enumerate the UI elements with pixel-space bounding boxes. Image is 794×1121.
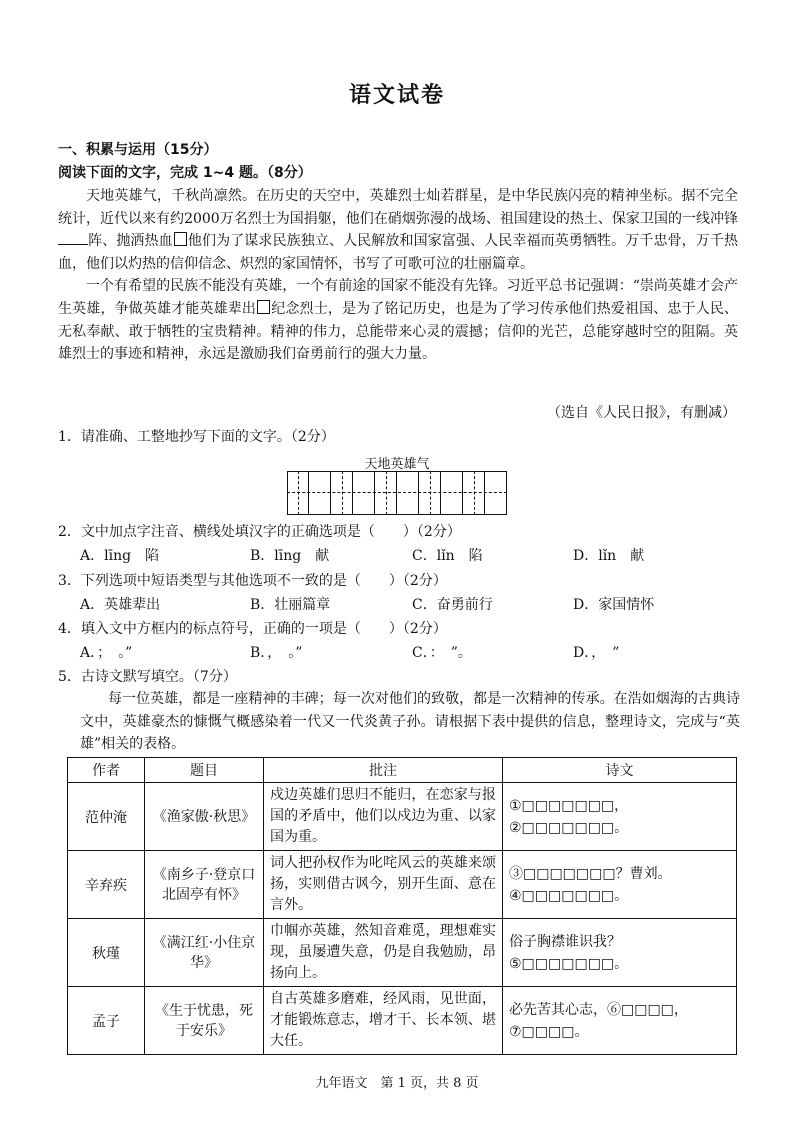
header-poem: 诗文	[503, 758, 737, 783]
poem-cell[interactable]	[503, 851, 737, 919]
reading-instruction: 阅读下面的文字，完成 1~4 题。（8分）	[58, 165, 312, 181]
copy-text: 天地英雄气	[364, 457, 430, 472]
note-cell: 巾帼亦英雄，然知音难觅，理想难实现，虽屡遭失意，仍是自我勉励，昂扬向上。	[264, 919, 503, 987]
grid-dash	[386, 471, 387, 515]
poem-table	[67, 757, 737, 1055]
question-5-intro	[80, 688, 740, 756]
option-b[interactable]: B．， 。”	[250, 645, 303, 661]
page-footer: 九年语文 第 1 页，共 8 页	[315, 1076, 479, 1091]
question-5: 5．古诗文默写填空。（7分）	[58, 669, 237, 685]
note-cell: 戍边英雄们思归不能归，在恋家与报国的矛盾中，他们以戍边为重、以家国为重。	[264, 783, 503, 851]
table-header-row	[68, 758, 737, 783]
table-row	[68, 783, 737, 851]
header-title: 题目	[145, 758, 264, 783]
passage-source: （选自《人民日报》，有删减）	[547, 405, 736, 421]
grid-cell[interactable]	[485, 471, 507, 515]
poem-line: 必先苦其心志，⑥□□□□，	[509, 1001, 688, 1018]
reading-passage	[58, 185, 738, 366]
table-row	[68, 851, 737, 919]
grid-dash	[298, 471, 299, 515]
author-cell: 孟子	[68, 987, 145, 1055]
question-1: 1．请准确、工整地抄写下面的文字。（2分）	[58, 429, 335, 445]
grid-dash	[342, 471, 343, 515]
grid-dash	[430, 471, 431, 515]
author-cell: 秋瑾	[68, 919, 145, 987]
passage-text: 一个有希望的民族不能没有英雄，一个有前途的国家不能没有先锋。习近平总书记强调：“崇尚英雄才会产生英雄，争做英雄才能英雄辈出	[58, 278, 738, 317]
option-a[interactable]: A．līng 陷	[80, 548, 160, 564]
option-c[interactable]: C．奋勇前行	[412, 597, 493, 613]
option-c[interactable]: C．： ”。	[412, 645, 472, 661]
title-cell: 《生于忧患，死于安乐》	[145, 987, 264, 1055]
header-note: 批注	[264, 758, 503, 783]
option-a[interactable]: A．； 。”	[80, 645, 133, 661]
passage-text: 纪念烈士，是为了铭记历史，也是为了学习传承他们热爱祖国、忠于人民、无私奉献、敢于牺牲的宝贵精神。精神的伟力，总能带来心灵的震撼；信仰的光芒，总能穿越时空的阻隔。英雄烈士的事迹和精神，永远是激励我们奋勇前行的强大力量。	[58, 300, 739, 363]
question-2: 2．文中加点字注音、横线处填汉字的正确选项是（ ）（2分）	[58, 524, 461, 540]
poem-line: ⑤□□□□□□□。	[509, 955, 629, 972]
title-cell: 《南乡子·登京口北固亭有怀》	[145, 851, 264, 919]
title-cell: 《渔家傲·秋思》	[145, 783, 264, 851]
table-row	[68, 987, 737, 1055]
poem-line: ⑦□□□□。	[509, 1023, 589, 1040]
punctuation-box	[257, 300, 270, 314]
option-b[interactable]: B．līng 献	[250, 548, 330, 564]
option-d[interactable]: D．， ”	[573, 645, 620, 661]
option-a[interactable]: A．英雄辈出	[80, 597, 161, 613]
passage-paragraph-1	[58, 185, 738, 275]
intro-text: 每一位英雄，都是一座精神的丰碑；每一次对他们的致敬，都是一次精神的传承。在浩如烟海的古典诗文中，英雄豪杰的慷慨气概感染着一代又一代炎黄子孙。请根据下表中提供的信息，整理诗文，完成与“英雄”相关的表格。	[80, 691, 740, 753]
page-title: 语文试卷	[348, 83, 445, 108]
grid-cell[interactable]	[441, 471, 463, 515]
grid-dash	[474, 471, 475, 515]
section-heading: 一、积累与运用（15分）	[58, 142, 218, 158]
author-cell: 范仲淹	[68, 783, 145, 851]
passage-text: 他们为了谋求民族独立、人民解放和国家富强、人民幸福而英勇牺牲。万千忠骨，万千热血，他们以灼热的信仰信念、炽烈的家国情怀，书写了可歌可泣的壮丽篇章。	[58, 233, 739, 272]
poem-line: ②□□□□□□□。	[509, 819, 629, 836]
passage-paragraph-2	[58, 275, 738, 365]
note-cell: 词人把孙权作为叱咤风云的英雄来颂扬，实则借古讽今，别开生面、意在言外。	[264, 851, 503, 919]
table-row	[68, 919, 737, 987]
question-3: 3．下列选项中短语类型与其他选项不一致的是（ ）（2分）	[58, 573, 447, 589]
title-cell: 《满江红·小住京华》	[145, 919, 264, 987]
poem-line: ④□□□□□□□。	[509, 887, 629, 904]
grid-cell[interactable]	[353, 471, 375, 515]
grid-cell[interactable]	[397, 471, 419, 515]
poem-line: ③□□□□□□□？曹刘。	[509, 865, 672, 882]
note-cell: 自古英雄多磨难，经风雨，见世面，才能锻炼意志，增才干、长本领、堪大任。	[264, 987, 503, 1055]
question-4: 4．填入文中方框内的标点符号，正确的一项是（ ）（2分）	[58, 621, 447, 637]
fill-blank-underline	[58, 230, 88, 245]
option-d[interactable]: D．lǐn 献	[573, 548, 645, 564]
option-c[interactable]: C．lǐn 陷	[412, 548, 483, 564]
passage-text: 阵、抛洒热血	[88, 233, 173, 250]
poem-line: ①□□□□□□□，	[509, 797, 629, 814]
poem-cell[interactable]	[503, 783, 737, 851]
header-author: 作者	[68, 758, 145, 783]
poem-cell[interactable]	[503, 987, 737, 1055]
option-b[interactable]: B．壮丽篇章	[250, 597, 331, 613]
punctuation-box	[174, 232, 187, 246]
grid-cell[interactable]	[309, 471, 331, 515]
option-d[interactable]: D．家国情怀	[573, 597, 655, 613]
passage-text: 天地英雄气，千秋尚凛然。在历史的天空中，英雄烈士灿若群星，是中华民族闪亮的精神坐标。据不完全统计，近代以来有约2000万名烈士为国捐躯，他们在硝烟弥漫的战场、祖国建设的热土、保家卫国的一线冲锋	[58, 188, 738, 227]
poem-cell[interactable]	[503, 919, 737, 987]
author-cell: 辛弃疾	[68, 851, 145, 919]
poem-line: 俗子胸襟谁识我？	[509, 933, 621, 950]
